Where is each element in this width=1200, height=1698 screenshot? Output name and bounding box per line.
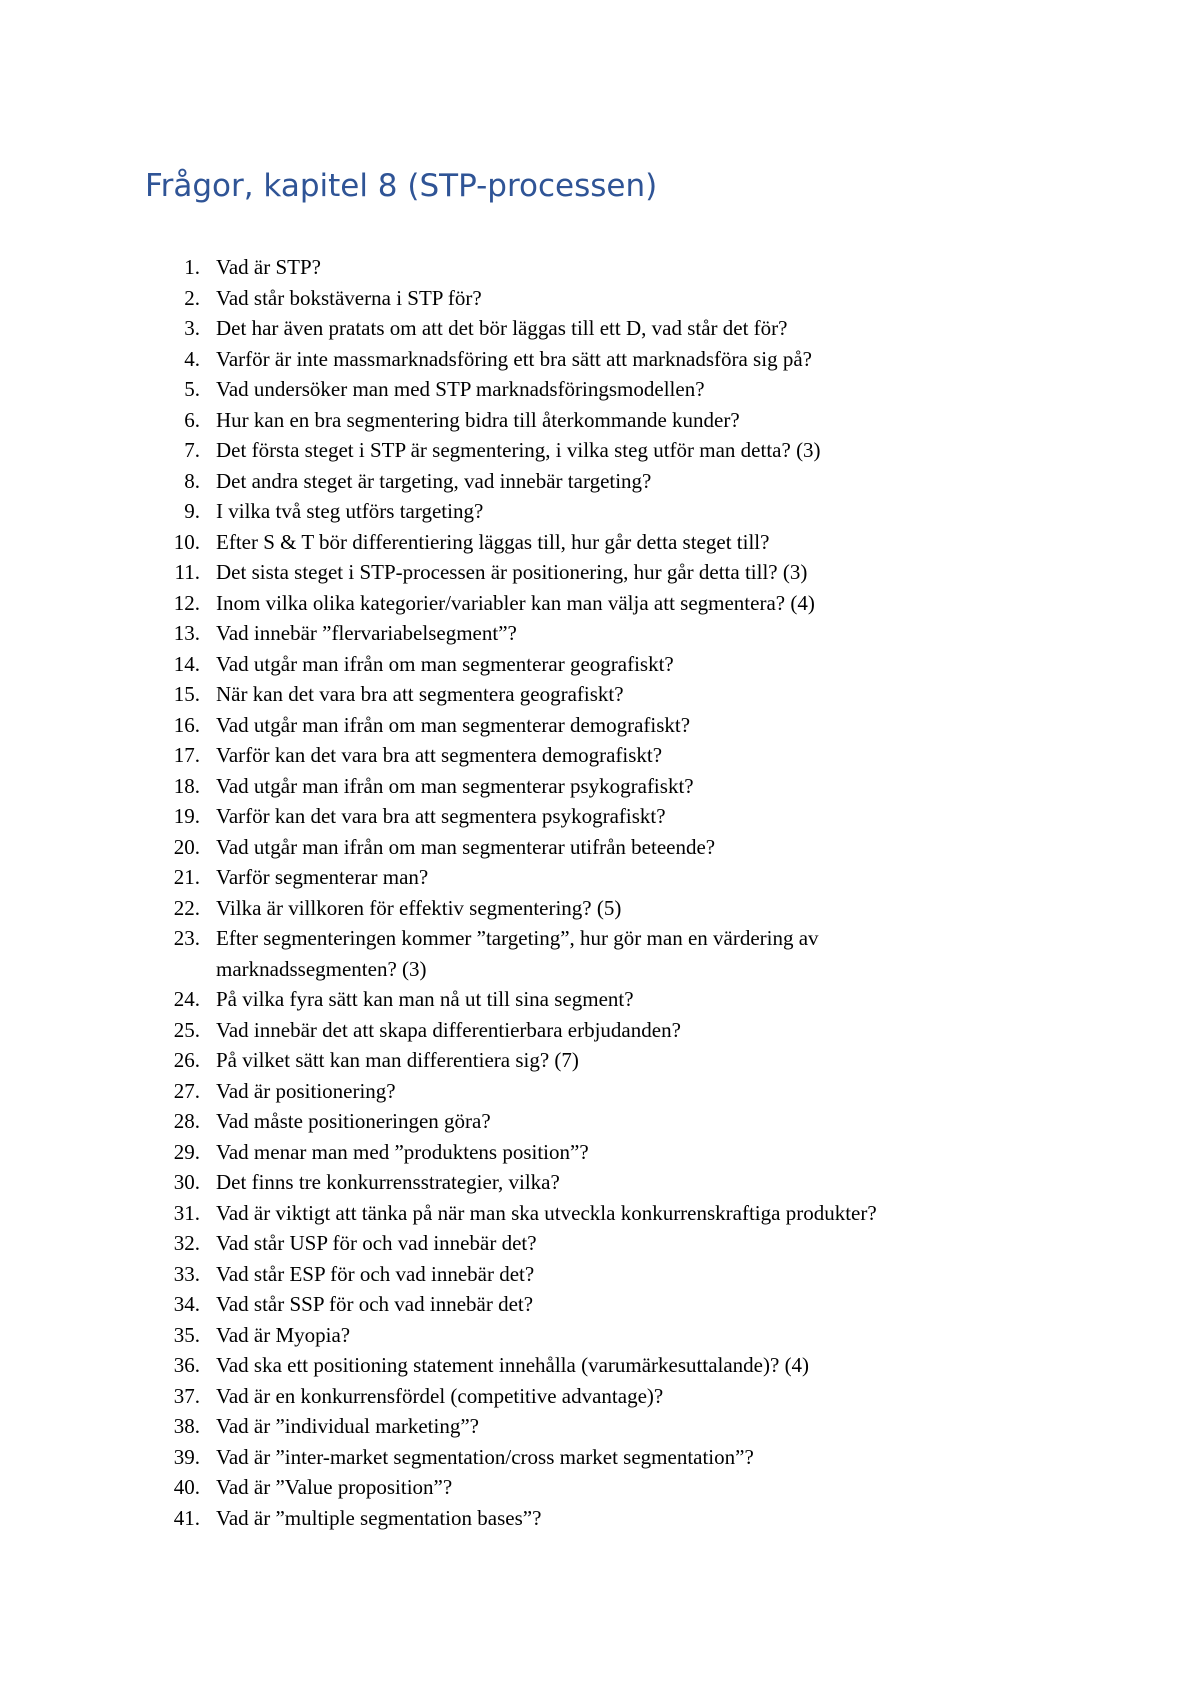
question-number: 1. (184, 255, 200, 279)
question-item (0, 832, 1200, 863)
question-text: Vad är Myopia? (216, 1322, 351, 1347)
question-text: Vad står ESP för och vad innebär det? (216, 1261, 535, 1286)
question-text: Vad är ”inter-market segmentation/cross market segmentation”? (216, 1444, 754, 1469)
question-number: 32. (173, 1231, 200, 1255)
question-item (0, 557, 1200, 588)
question-text: Vad utgår man ifrån om man segmenterar demografiskt? (216, 712, 691, 737)
question-number: 29. (173, 1139, 200, 1164)
question-item (0, 1381, 1200, 1412)
question-item (0, 1503, 1200, 1534)
question-item (0, 893, 1200, 924)
question-item (0, 1228, 1200, 1259)
question-item (0, 466, 1200, 497)
question-text: Vad innebär ”flervariabelsegment”? (216, 621, 517, 645)
question-text: På vilket sätt kan man differentiera sig? (7) (216, 1048, 579, 1072)
question-number: 30. (173, 1170, 200, 1194)
question-number: 24. (173, 987, 200, 1011)
question-number: 14. (173, 651, 200, 676)
question-number: 40. (173, 1475, 200, 1499)
question-text: Vad står bokstäverna i STP för? (216, 285, 482, 310)
question-number: 23. (173, 926, 200, 950)
question-text: Det sista steget i STP-processen är positionering, hur går detta till? (3) (216, 560, 808, 584)
question-item (0, 679, 1200, 710)
question-number: 19. (173, 804, 200, 828)
question-text: Det första steget i STP är segmentering, i vilka steg utför man detta? (3) (216, 438, 821, 462)
question-number: 12. (173, 590, 200, 615)
question-number: 26. (173, 1048, 200, 1072)
question-item (0, 1350, 1200, 1381)
question-text: När kan det vara bra att segmentera geografiskt? (216, 682, 624, 706)
question-number: 21. (173, 865, 200, 889)
question-item (0, 374, 1200, 405)
question-text: Vad utgår man ifrån om man segmenterar utifrån beteende? (216, 834, 716, 859)
question-text: Vad menar man med ”produktens position”? (216, 1139, 589, 1164)
question-item (0, 649, 1200, 680)
question-text: Vad är STP? (216, 255, 321, 279)
question-item (0, 1167, 1200, 1198)
question-number: 33. (173, 1261, 200, 1286)
question-number: 38. (173, 1414, 200, 1438)
question-text: Vad är positionering? (216, 1078, 396, 1103)
question-number: 36. (173, 1353, 200, 1377)
question-text: Det andra steget är targeting, vad innebär targeting? (216, 468, 652, 493)
question-number: 41. (173, 1505, 200, 1530)
question-item (0, 1289, 1200, 1320)
question-text: Vad ska ett positioning statement innehålla (varumärkesuttalande)? (4) (216, 1353, 810, 1377)
question-number: 11. (174, 560, 200, 584)
question-item (0, 1015, 1200, 1046)
question-item (0, 283, 1200, 314)
question-text: Varför kan det vara bra att segmentera demografiskt? (216, 743, 663, 767)
question-item (0, 1198, 1200, 1229)
question-text: I vilka två steg utförs targeting? (216, 499, 484, 523)
question-item (0, 710, 1200, 741)
question-item (0, 923, 1200, 984)
question-number: 34. (173, 1292, 200, 1316)
question-text: Vad är ”multiple segmentation bases”? (216, 1505, 542, 1530)
question-item (0, 1320, 1200, 1351)
question-number: 17. (173, 743, 200, 767)
question-number: 25. (173, 1017, 200, 1042)
question-number: 7. (184, 438, 200, 462)
question-number: 28. (173, 1109, 200, 1133)
question-text: Vad står USP för och vad innebär det? (216, 1231, 537, 1255)
question-number: 37. (173, 1383, 200, 1408)
question-number: 6. (184, 407, 200, 432)
question-number: 27. (173, 1078, 200, 1103)
question-number: 35. (173, 1322, 200, 1347)
question-number: 16. (173, 712, 200, 737)
question-number: 39. (173, 1444, 200, 1469)
question-item (0, 252, 1200, 283)
question-item (0, 1045, 1200, 1076)
question-text: Vad undersöker man med STP marknadsföringsmodellen? (216, 377, 705, 401)
question-item (0, 527, 1200, 558)
question-text: Varför segmenterar man? (216, 865, 429, 889)
question-item (0, 588, 1200, 619)
question-item (0, 984, 1200, 1015)
question-text: Varför är inte massmarknadsföring ett bra sätt att marknadsföra sig på? (216, 346, 812, 371)
question-text: Vad är en konkurrensfördel (competitive advantage)? (216, 1383, 664, 1408)
question-item (0, 1106, 1200, 1137)
question-item (0, 1411, 1200, 1442)
question-text: Vad står SSP för och vad innebär det? (216, 1292, 534, 1316)
page-title: Frågor, kapitel 8 (STP-processen) (145, 168, 658, 204)
question-item (0, 801, 1200, 832)
question-number: 20. (173, 834, 200, 859)
question-text: Varför kan det vara bra att segmentera psykografiskt? (216, 804, 666, 828)
question-item (0, 740, 1200, 771)
question-text: Det finns tre konkurrensstrategier, vilka? (216, 1170, 560, 1194)
question-text: Inom vilka olika kategorier/variabler kan man välja att segmentera? (4) (216, 590, 815, 615)
question-text: Vad innebär det att skapa differentierbara erbjudanden? (216, 1017, 681, 1042)
question-number: 31. (173, 1200, 200, 1225)
question-number: 2. (184, 285, 200, 310)
question-number: 22. (173, 895, 200, 920)
question-number: 5. (184, 377, 200, 401)
question-text: Vad utgår man ifrån om man segmenterar geografiskt? (216, 651, 674, 676)
question-item (0, 435, 1200, 466)
question-number: 10. (173, 529, 200, 554)
question-item (0, 1259, 1200, 1290)
question-number: 15. (173, 682, 200, 706)
question-text: Vad är ”individual marketing”? (216, 1414, 479, 1438)
question-number: 8. (184, 468, 200, 493)
question-item (0, 618, 1200, 649)
question-number: 13. (173, 621, 200, 645)
question-number: 4. (184, 346, 200, 371)
question-item (0, 1137, 1200, 1168)
question-item (0, 1472, 1200, 1503)
question-text: Vad är viktigt att tänka på när man ska utveckla konkurrenskraftiga produkter? (216, 1200, 877, 1225)
question-item (0, 771, 1200, 802)
question-text: Vad måste positioneringen göra? (216, 1109, 491, 1133)
question-text: Efter S & T bör differentiering läggas till, hur går detta steget till? (216, 529, 770, 554)
question-text: Vad utgår man ifrån om man segmenterar psykografiskt? (216, 773, 694, 798)
question-text: Vilka är villkoren för effektiv segmentering? (5) (216, 895, 622, 920)
question-item (0, 344, 1200, 375)
question-item (0, 862, 1200, 893)
question-text: Efter segmenteringen kommer ”targeting”, hur gör man en värdering av marknadssegmenten? (3) (216, 926, 819, 981)
question-item (0, 313, 1200, 344)
question-number: 3. (184, 316, 200, 340)
question-item (0, 1076, 1200, 1107)
question-text: På vilka fyra sätt kan man nå ut till sina segment? (216, 987, 634, 1011)
question-number: 9. (184, 499, 200, 523)
question-text: Hur kan en bra segmentering bidra till återkommande kunder? (216, 407, 740, 432)
question-list (0, 252, 1200, 1533)
question-item (0, 405, 1200, 436)
question-text: Vad är ”Value proposition”? (216, 1475, 453, 1499)
question-number: 18. (173, 773, 200, 798)
question-item (0, 1442, 1200, 1473)
question-item (0, 496, 1200, 527)
question-text: Det har även pratats om att det bör läggas till ett D, vad står det för? (216, 316, 788, 340)
